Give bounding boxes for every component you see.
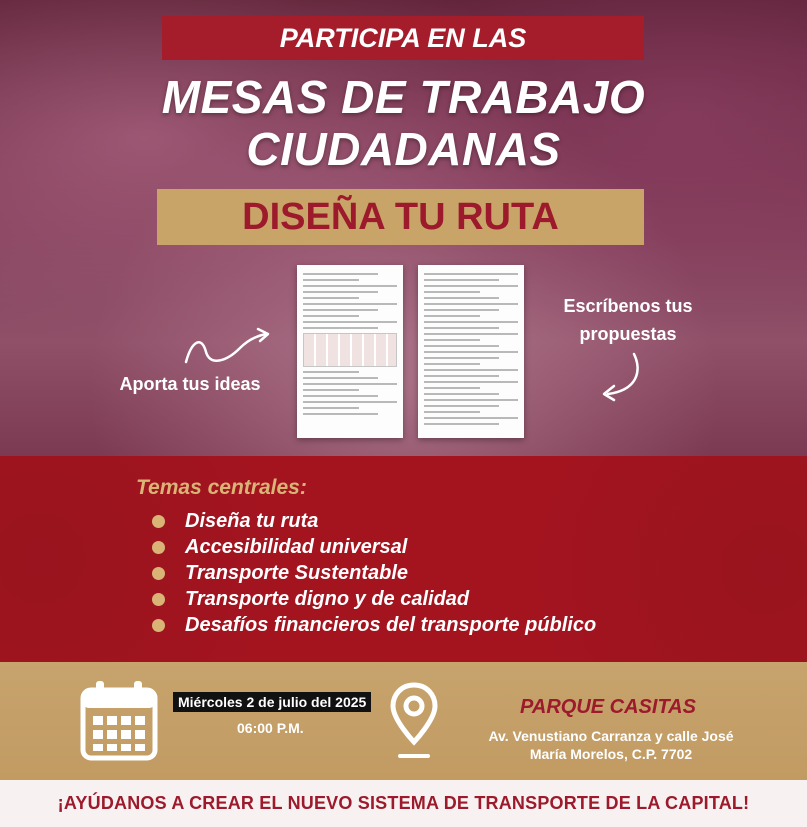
- form-document-back: [418, 265, 524, 438]
- escribe-caption: [548, 292, 708, 348]
- list-item: [152, 534, 596, 560]
- temas-section: [0, 456, 807, 662]
- tema-label: Accesibilidad universal: [185, 535, 408, 558]
- temas-list: [152, 508, 596, 638]
- address-line1: Av. Venustiano Carranza y calle José: [488, 728, 734, 744]
- bullet-icon: [152, 567, 165, 580]
- temas-title: Temas centrales:: [136, 476, 307, 499]
- main-title-line2: CIUDADANAS: [246, 123, 561, 175]
- curved-arrow-icon: [594, 350, 646, 402]
- event-info-section: [0, 662, 807, 780]
- participa-text: PARTICIPA EN LAS: [279, 22, 527, 53]
- form-document-front: [297, 265, 403, 438]
- escribe-line2: propuestas: [579, 324, 677, 344]
- footer-cta-text: ¡AYÚDANOS A CREAR EL NUEVO SISTEMA DE TRANSPORTE DE LA CAPITAL!: [57, 793, 750, 813]
- place-address: [450, 727, 772, 763]
- list-item: [152, 508, 596, 534]
- escribe-line1: Escríbenos tus: [563, 296, 693, 316]
- address-line2: María Morelos, C.P. 7702: [529, 746, 693, 762]
- event-time: 06:00 P.M.: [237, 720, 304, 736]
- calendar-icon: [80, 680, 158, 762]
- list-item: [152, 612, 596, 638]
- tema-label: Transporte digno y de calidad: [185, 587, 470, 610]
- bullet-icon: [152, 541, 165, 554]
- list-item: [152, 560, 596, 586]
- bullet-icon: [152, 515, 165, 528]
- tema-label: Desafíos financieros del transporte público: [185, 613, 597, 636]
- tema-label: Transporte Sustentable: [185, 561, 409, 584]
- bullet-icon: [152, 593, 165, 606]
- participa-banner: [162, 16, 644, 60]
- place-name: PARQUE CASITAS: [520, 696, 696, 718]
- main-title-line1: MESAS DE TRABAJO: [161, 71, 646, 123]
- location-pin-icon: [389, 682, 439, 762]
- list-item: [152, 586, 596, 612]
- tema-label: Diseña tu ruta: [185, 509, 319, 532]
- disena-banner: [157, 189, 644, 245]
- event-date: Miércoles 2 de julio del 2025: [173, 692, 371, 712]
- footer-cta: [0, 780, 807, 827]
- disena-text: DISEÑA TU RUTA: [242, 195, 559, 238]
- bullet-icon: [152, 619, 165, 632]
- aporta-caption: Aporta tus ideas: [119, 374, 261, 394]
- curved-arrow-icon: [182, 326, 274, 368]
